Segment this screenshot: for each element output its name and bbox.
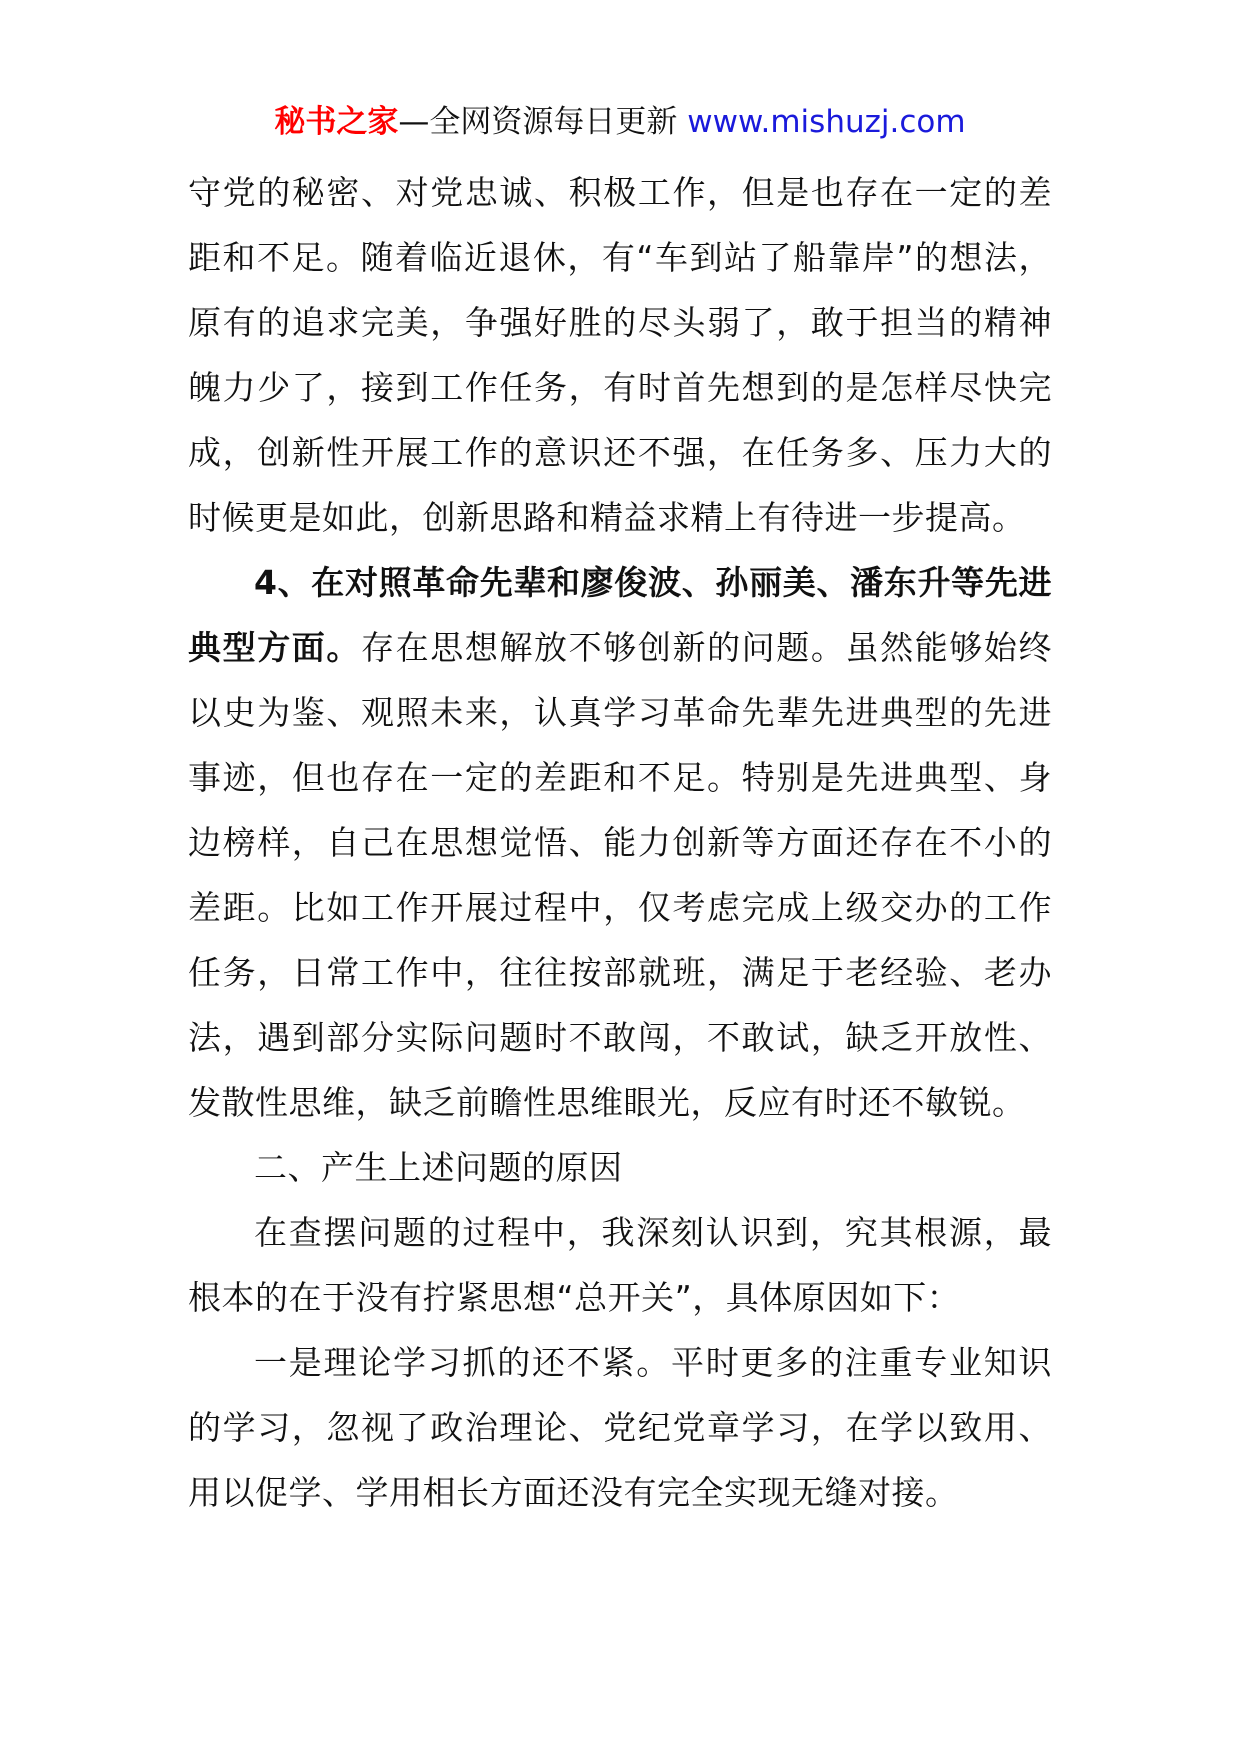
paragraph-section-4 [188,550,1052,1135]
site-brand: 秘书之家 [274,104,399,140]
section-4-text: 存在思想解放不够创新的问题。虽然能够始终以史为鉴、观照未来，认真学习革命先辈先进典型的先进事迹，但也存在一定的差距和不足。特别是先进典型、身边榜样，自己在思想觉悟、能力创新等方面还存在不小的差距。比如工作开展过程中，仅考虑完成上级交办的工作任务，日常工作中，往往按部就班，满足于老经验、老办法，遇到部分实际问题时不敢闯，不敢试，缺乏开放性、发散性思维，缺乏前瞻性思维眼光，反应有时还不敏锐。 [188,628,1053,1122]
paragraph-causes-intro: 在查摆问题的过程中，我深刻认识到，究其根源，最根本的在于没有拧紧思想“总开关”，具体原因如下： [188,1213,1052,1317]
document-body [188,160,1052,1525]
paragraph-continuation: 守党的秘密、对党忠诚、积极工作，但是也存在一定的差距和不足。随着临近退休，有“车到站了船靠岸”的想法，原有的追求完美，争强好胜的尽头弱了，敢于担当的精神魄力少了，接到工作任务，有时首先想到的是怎样尽快完成，创新性开展工作的意识还不强，在任务多、压力大的时候更是如此，创新思路和精益求精上有待进一步提高。 [188,173,1052,537]
site-header [0,100,1240,144]
paragraph-cause-1: 一是理论学习抓的还不紧。平时更多的注重专业知识的学习，忽视了政治理论、党纪党章学习，在学以致用、用以促学、学用相长方面还没有完全实现无缝对接。 [188,1343,1052,1512]
section-4-heading: 4、在对照革命先辈和廖俊波、孙丽美、潘东升等先进典型方面。 [188,563,1052,667]
section-heading-causes: 二、产生上述问题的原因 [254,1148,623,1187]
site-url[interactable]: www.mishuzj.com [687,104,966,140]
site-tagline: —全网资源每日更新 [398,104,688,140]
